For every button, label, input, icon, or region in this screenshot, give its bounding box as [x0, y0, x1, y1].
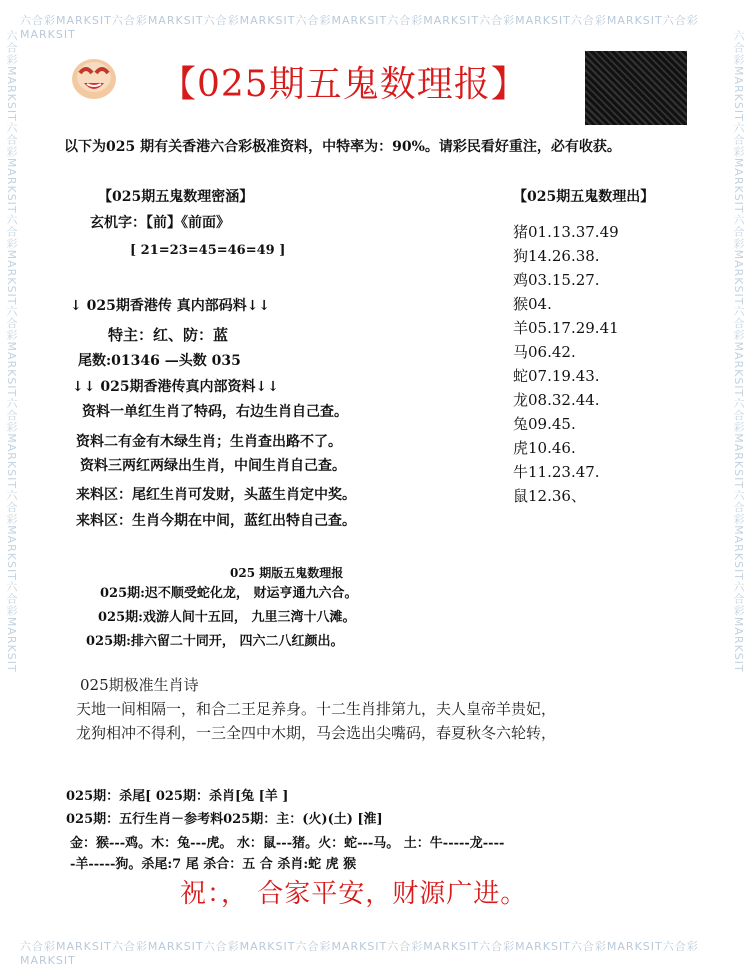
bottom-line: 025期：杀尾[ 025期：杀肖[兔 [羊 ] [66, 789, 289, 804]
zodiac-item: 蛇07.19.43. [513, 367, 600, 385]
poem-title: 025期极准生肖诗 [80, 676, 199, 694]
middle-line: 025期:排六留二十同开， 四六二八红颜出。 [86, 634, 344, 649]
equation-text: [ 21=23=45=46=49 ] [130, 243, 286, 258]
poem-line: 龙狗相冲不得利，一三全四中木期，马会选出尖嘴码，春夏秋冬六轮转， [76, 724, 557, 742]
zodiac-item: 兔09.45. [513, 415, 576, 433]
middle-line: 025期:戏游人间十五回， 九里三湾十八滩。 [98, 610, 356, 625]
blessing-text: 祝：， 合家平安，财源广进。 [180, 879, 528, 909]
hk-title-2: ↓↓ 025期香港传真内部资料↓↓ [72, 379, 280, 395]
watermark-left-text: 六合彩MARKSIT六合彩MARKSIT六合彩MARKSIT六合彩MARKSIT六合彩MARKSIT六合彩MARKSIT六合彩MARKSIT [5, 30, 18, 673]
bottom-line: 金：猴---鸡。木：兔---虎。 水：鼠---猪。火：蛇---马。 土：牛-----龙---- [70, 836, 505, 851]
watermark-bottom: 六合彩MARKSIT六合彩MARKSIT六合彩MARKSIT六合彩MARKSIT六合彩MARKSIT六合彩MARKSIT六合彩MARKSIT六合彩MARKSIT [20, 940, 699, 967]
zodiac-item: 龙08.32.44. [513, 391, 600, 409]
tezhu-text: 特主：红、防：蓝 [108, 326, 229, 344]
page-title: 【025期五鬼数理报】 [160, 64, 528, 105]
watermark-left [3, 30, 19, 940]
zodiac-item: 牛11.23.47. [513, 463, 600, 481]
zodiac-item: 狗14.26.38. [513, 247, 600, 265]
zodiac-item: 猴04. [513, 295, 552, 313]
bottom-line: 025期：五行生肖－参考料025期：主：(火)(土) [淮] [66, 812, 383, 827]
weishu-text: 尾数:01346 —头数 035 [78, 353, 241, 369]
info-item: 资料二有金有木绿生肖；生肖查出路不了。 [76, 434, 342, 450]
zodiac-item: 羊05.17.29.41 [513, 319, 619, 337]
zodiac-list [513, 220, 619, 508]
qr-code-icon [585, 51, 687, 125]
watermark-top: 六合彩MARKSIT六合彩MARKSIT六合彩MARKSIT六合彩MARKSIT六合彩MARKSIT六合彩MARKSIT六合彩MARKSIT六合彩MARKSIT [20, 14, 699, 41]
watermark-right-text: 六合彩MARKSIT六合彩MARKSIT六合彩MARKSIT六合彩MARKSIT六合彩MARKSIT六合彩MARKSIT六合彩MARKSIT [732, 30, 745, 673]
info-item: 来料区：生肖今期在中间，蓝红出特自己查。 [76, 513, 356, 529]
info-item: 资料一单红生肖了特码，右边生肖自己查。 [82, 404, 348, 420]
middle-line: 025期:迟不顺受蛇化龙， 财运亨通九六合。 [100, 586, 358, 601]
watermark-right [730, 30, 746, 940]
left-section-title: 【025期五鬼数理密涵】 [98, 189, 254, 205]
bottom-line: -羊-----狗。杀尾:7 尾 杀合：五 合 杀肖:蛇 虎 猴 [70, 857, 357, 872]
hk-title-1: ↓ 025期香港传 真内部码料↓↓ [70, 298, 271, 314]
zodiac-item: 猪01.13.37.49 [513, 223, 619, 241]
right-section-title: 【025期五鬼数理出】 [513, 189, 655, 205]
zodiac-item: 虎10.46. [513, 439, 576, 457]
zodiac-item: 马06.42. [513, 343, 576, 361]
info-item: 资料三两红两绿出生肖，中间生肖自己查。 [80, 458, 346, 474]
poem-line: 天地一间相隔一，和合二王足养身。十二生肖排第九，夫人皇帝羊贵妃， [76, 700, 557, 718]
zodiac-item: 鼠12.36、 [513, 487, 586, 505]
riddle-text: 玄机字：【前】《前面》 [90, 215, 230, 231]
info-item: 来料区：尾红生肖可发财，头蓝生肖定中奖。 [76, 487, 356, 503]
zodiac-item: 鸡03.15.27. [513, 271, 600, 289]
middle-subtitle: 025 期版五鬼数理报 [230, 566, 344, 580]
mascot-face-icon [70, 55, 118, 101]
intro-text: 以下为025 期有关香港六合彩极准资料，中特率为：90%。请彩民看好重注，必有收获。 [64, 139, 621, 155]
